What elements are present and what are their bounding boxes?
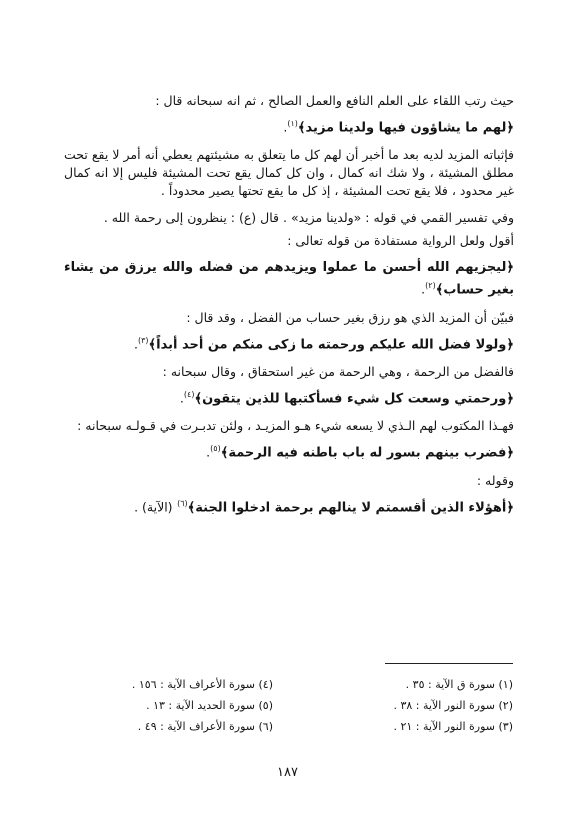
quote-text: فضرب بينهم بسور له باب باطنه فيه الرحمة xyxy=(228,445,507,461)
paragraph-5: فبيّن أن المزيد الذي هو رزق بغير حساب من الفضل ، وقد قال : xyxy=(186,309,514,325)
quote-text: ليجزيهم الله أحسن ما عملوا ويزيدهم من فضله والله يرزق من يشاء بغير حساب xyxy=(64,260,514,298)
quote-text: أهؤلاء الذين أقسمتم لا ينالهم برحمة ادخلوا الجنة xyxy=(195,499,507,515)
paragraph-1: حيث رتب اللقاء على العلم النافع والعمل الصالح ، ثم انه سبحانه قال : xyxy=(155,93,514,108)
bracket-close: ﴾ xyxy=(187,499,196,515)
footnote-5: (٥) سورة الحديد الآية : ١٣ . xyxy=(146,699,273,712)
footnote-2: (٢) سورة النور الآية : ٣٨ . xyxy=(393,699,513,712)
bracket-close: ﴾ xyxy=(297,120,306,136)
footnote-3: (٣) سورة النور الآية : ٢١ . xyxy=(393,720,513,733)
bracket-open: ﴿ xyxy=(506,120,514,136)
quran-quote-2: ﴿ليجزيهم الله أحسن ما عملوا ويزيدهم من فضله والله يرزق من يشاء بغير حساب﴾$^{(٢)}$. xyxy=(64,260,514,298)
footnote-6: (٦) سورة الأعراف الآية : ٤٩ . xyxy=(137,720,273,733)
bracket-open: ﴿ xyxy=(506,336,514,352)
quote-text: ولولا فضل الله عليكم ورحمته ما زكى منكم من أحد أبداً xyxy=(156,336,507,352)
quran-quote-6 xyxy=(64,495,514,517)
bracket-open: ﴿ xyxy=(506,499,514,515)
paragraph-3: وفي تفسير القمي في قوله : «ولدينا مزيد» . قال (ع) : ينظرون إلى رحمة الله . xyxy=(103,210,514,226)
quote-text: ورحمتي وسعت كل شيء فسأكتبها للذين يتقون xyxy=(202,391,507,407)
quran-quote-3: ﴿ولولا فضل الله عليكم ورحمته ما زكى منكم من أحد أبداً﴾$^{(٣)}$. xyxy=(134,335,514,352)
page-number: ١٨٧ xyxy=(277,765,298,780)
footnote-ref: (٣) xyxy=(137,335,149,345)
quote-text: لهم ما يشاؤون فيها ولدينا مزيد xyxy=(305,120,507,136)
footnote-row xyxy=(63,716,513,737)
quran-quote-4: ﴿ورحمتي وسعت كل شيء فسأكتبها للذين يتقون﴾$^{(٤)}$. xyxy=(179,389,514,407)
bracket-close: ﴾ xyxy=(194,391,203,407)
footnote-row xyxy=(63,695,513,716)
main-text xyxy=(64,92,514,526)
paragraph-7: فهـذا المكتوب لهم الـذي لا يسعه شيء هـو المزيـد ، ولئن تدبـرت في قـولـه سبحانه : xyxy=(77,418,514,434)
quran-quote-5: ﴿فضرب بينهم بسور له باب باطنه فيه الرحمة﴾$^{(٥)}$. xyxy=(206,444,514,461)
paragraph-4: أقول ولعل الرواية مستفادة من قوله تعالى : xyxy=(287,233,514,249)
paragraph-6: فالفضل من الرحمة ، وهي الرحمة من غير استحقاق ، وقال سبحانه : xyxy=(162,363,514,379)
footnotes xyxy=(63,674,513,737)
bracket-close: ﴾ xyxy=(220,445,229,461)
footnote-divider xyxy=(385,663,513,664)
footnote-row xyxy=(63,674,513,695)
footnote-1: (١) سورة ق الآية : ٣٥ . xyxy=(405,678,513,691)
bracket-open: ﴿ xyxy=(506,445,514,461)
bracket-open: ﴿ xyxy=(506,391,514,407)
paragraph-2: فإثباته المزيد لديه بعد ما أخبر أن لهم كل ما يتعلق به مشيئتهم يعطي أنه أمر لا يقع تحت مطلق المشيئة ، ولا شك انه كمال ، وان كل كمال يقع تحت المشيئة فليس إلا انه كمال غير محدود ، فلا يقع تحت المشيئة ، إذ كل ما يقع تحتها يصير محدوداً . xyxy=(64,147,514,199)
quran-quote-1: ﴿لهم ما يشاؤون فيها ولدينا مزيد﴾$^{(١)}$. xyxy=(283,119,514,136)
footnote-ref: (٤) xyxy=(183,389,195,399)
bracket-close: ﴾ xyxy=(148,336,157,352)
quote-tail: (الآية) . xyxy=(134,498,173,514)
footnote-ref: (٥) xyxy=(210,444,221,454)
bracket-close: ﴾ xyxy=(435,282,444,298)
paragraph-8: وقوله : xyxy=(476,472,514,488)
footnote-ref: (٢) xyxy=(425,281,436,291)
footnote-4: (٤) سورة الأعراف الآية : ١٥٦ . xyxy=(131,678,273,691)
footnote-ref: (٦) xyxy=(177,498,188,508)
footnote-ref: (١) xyxy=(287,119,298,128)
bracket-open: ﴿ xyxy=(506,260,514,276)
